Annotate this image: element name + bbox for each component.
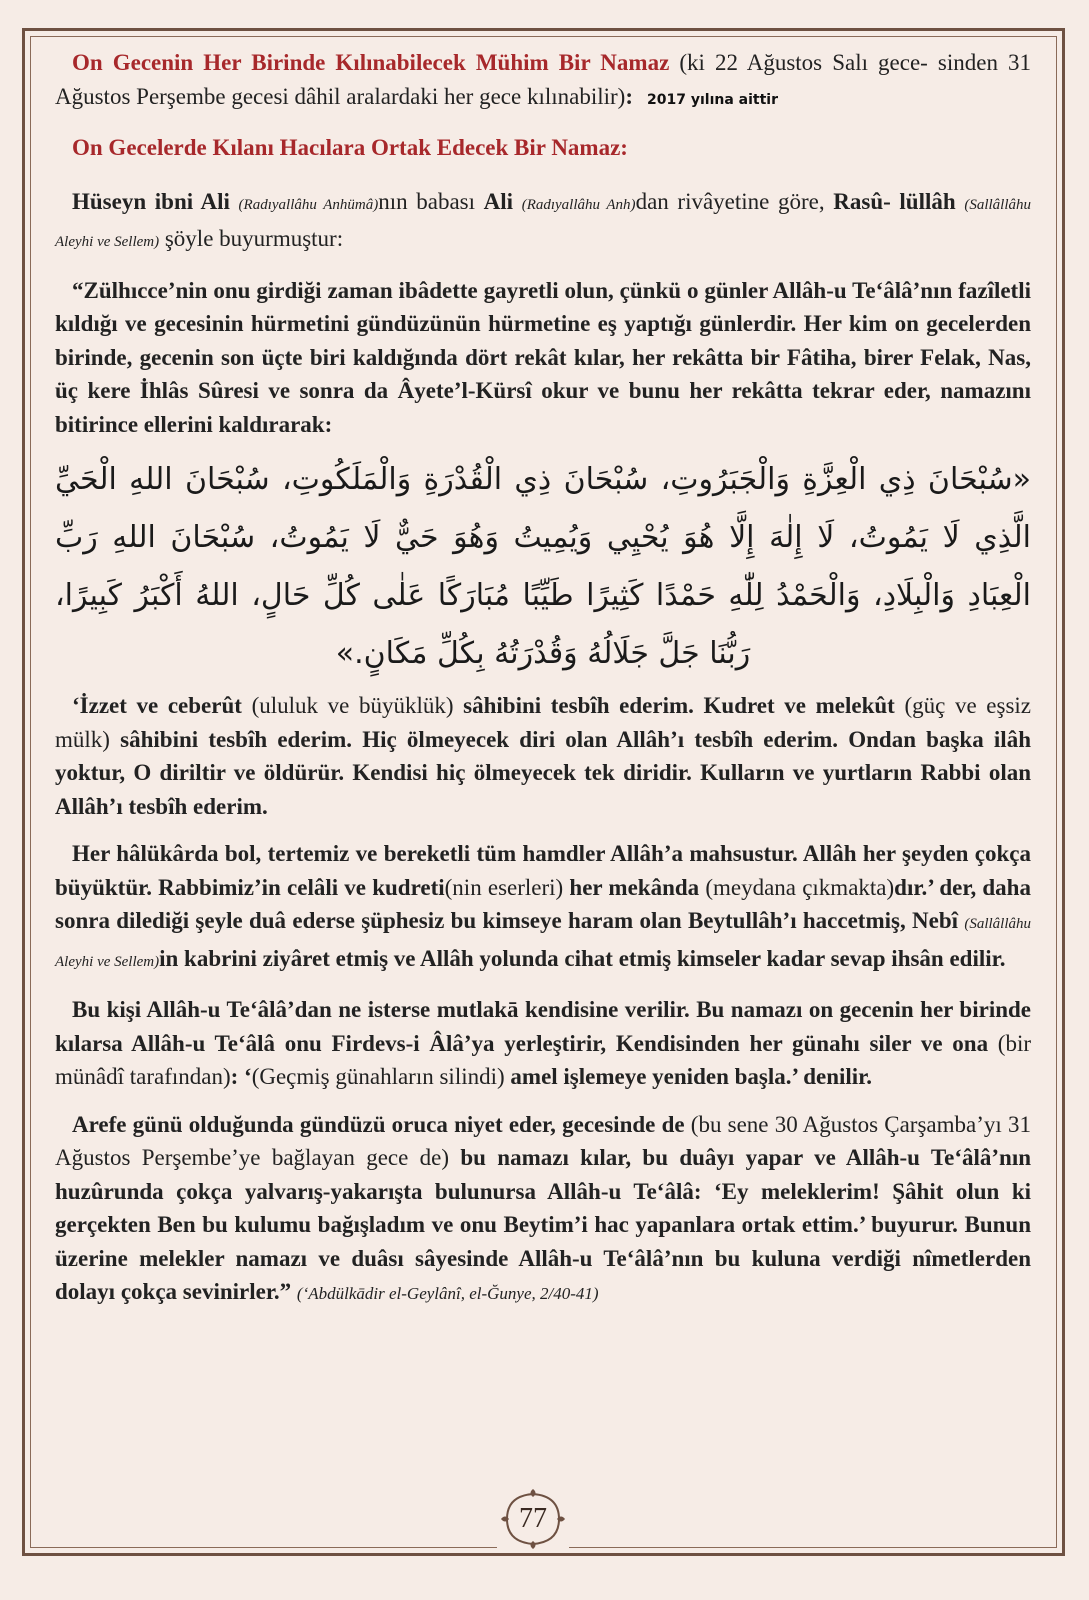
- section-title: [55, 46, 1031, 117]
- p3-b: (bir münâdî tarafından): [55, 1030, 1031, 1089]
- p2-e: dır.’ der, daha sonra dilediği şeyle duâ ederse şüphesiz bu kimseye haram olan Beytullâh’ı haccetmiş, Nebî: [55, 874, 1031, 933]
- intro-text-1: nın babası: [378, 188, 484, 214]
- intro-text-2: dan rivâyetine göre,: [635, 188, 834, 214]
- intro-paragraph: [55, 185, 1031, 260]
- page-number: [497, 1488, 569, 1550]
- p2-honorific: (Sallâllâhu Aleyhi ve Sellem): [55, 916, 1031, 970]
- section-subtitle: On Gecelerde Kılanı Hacılara Ortak Edecek Bir Namaz:: [72, 135, 628, 160]
- p4-c: bu namazı kılar, bu duâyı yapar ve Allâh-u Te‘âlâ’nın huzûrunda çokça yalvarış-yakarışta bulunursa Allâh-u Te‘âlâ: ‘Ey meleklerim! Şâhit olun ki gerçekten Ben bu kulumu bağışladım ve onu Beytim’i hac yapanlara ortak ettim.’ buyurur. Bunun üzerine melekler namazı ve duâsı sâyesinde Allâh-u Te‘âlâ’nın bu kuluna verdiği nîmetlerden dolayı çokça sevinirler.”: [55, 1145, 1032, 1304]
- honorific-2: (Radıyallâhu Anh): [521, 196, 636, 213]
- p1-c: sâhibini tesbîh ederim. Kudret ve melekût: [463, 693, 905, 718]
- arabic-line-3: الْعِبَادِ وَالْبِلَادِ، وَالْحَمْدُ لِلّٰهِ حَمْدًا كَثِيرًا طَيِّبًا مُبَارَكًا عَلٰى كُلِّ حَالٍ، اللهُ أَكْبَرُ كَبِيرًا،: [55, 578, 1031, 613]
- intro-name-rasul-a: Rasû-: [833, 188, 891, 214]
- intro-text-3: şöyle buyurmuştur:: [159, 226, 344, 251]
- p3-a: Bu kişi Allâh-u Te‘âlâ’dan ne isterse mutlakā kendisine verilir. Bu namazı on gecenin her birinde kılarsa Allâh-u Te‘âlâ onu Firdevs-i Âlâ’ya yerleştirir, Kendisinden her günahı siler ve ona: [55, 997, 1031, 1056]
- intro-name-huseyn: Hüseyn ibni Ali: [72, 188, 230, 214]
- title-rest-1: (ki 22 Ağustos Salı gece-: [669, 50, 928, 75]
- p3-d: (Geçmiş günahların silindi): [251, 1064, 511, 1089]
- p4-b: (bu sene 30 Ağustos Çarşamba’yı 31 Ağustos Perşembe’ye bağlayan gece de): [55, 1111, 1031, 1170]
- honorific-1: (Radıyallâhu Anhümâ): [238, 196, 379, 213]
- p2-c: her mekânda: [569, 874, 706, 900]
- p2-a: Her hâlükârda bol, tertemiz ve bereketli tüm hamdler Allâh’a mahsustur. Allâh her şeyden çokça büyüktür. Rabbimiz’in celâli ve kudreti: [55, 841, 1031, 900]
- p3-c: : ‘: [230, 1064, 252, 1089]
- title-bold: On Gecenin Her Birinde Kılınabilecek Mühim Bir Namaz: [72, 50, 670, 75]
- p1-e: sâhibini tesbîh ederim. Hiç ölmeyecek diri olan Allâh’ı tesbîh ederim. Ondan başka ilâh yoktur, O diriltir ve öldürür. Kendisi hiç ölmeyecek tek diridir. Kulların ve yurtların Rabbi olan Allâh’ı tesbîh ederim.: [55, 726, 1031, 819]
- intro-name-rasul-b: lüllâh: [899, 188, 956, 214]
- translation-paragraph-3: [55, 993, 1031, 1094]
- title-rest-2: sinden 31 Ağustos Perşembe gecesi dâhil aralardaki her gece kılınabilir): [55, 50, 1031, 109]
- page-number-text: 77: [519, 1503, 547, 1534]
- arabic-prayer: [55, 451, 1031, 683]
- p2-d: (meydana çıkmakta): [705, 874, 895, 900]
- page-content: [55, 46, 1031, 1311]
- arabic-line-2: الَّذِي لَا يَمُوتُ، لَا إِلٰهَ إِلَّا هُوَ يُحْيِي وَيُمِيتُ وَهُوَ حَيٌّ لَا يَمُوتُ، سُبْحَانَ اللهِ رَبِّ: [55, 520, 1031, 555]
- p1-d: (güç ve eşsiz mülk): [55, 693, 1031, 752]
- intro-name-ali: Ali: [483, 188, 514, 214]
- title-colon: :: [625, 83, 633, 109]
- translation-paragraph-4: [55, 1108, 1031, 1311]
- arabic-line-1: «سُبْحَانَ ذِي الْعِزَّةِ وَالْجَبَرُوتِ، سُبْحَانَ ذِي الْقُدْرَةِ وَالْمَلَكُوتِ، سُبْحَانَ اللهِ الْحَيِّ: [55, 462, 1031, 497]
- source-citation: (‘Abdülkādir el-Geylânî, el-Ğunye, 2/40-41): [296, 1284, 599, 1303]
- honorific-3: (Sallâllâhu Aleyhi ve Sellem): [55, 196, 1031, 250]
- hadith-quote: “Zülhıcce’nin onu girdiği zaman ibâdette gayretli olun, çünkü o günler Allâh-u Te‘âlâ’nın fazîletli kıldığı ve gecesinin hürmetini gündüzünün hürmetine eş yaptığı günlerdir. Her kim on gecelerden birinde, gecenin son üçte biri kaldığında dört rekât kılar, her rekâtta bir Fâtiha, birer Felak, Nas, üç kere İhlâs Sûresi ve sonra da Âyete’l-Kürsî okur ve bunu her rekâtta tekrar eder, namazını bitirince ellerini kaldırarak:: [55, 277, 1031, 437]
- p2-b: (nin eserleri): [444, 874, 570, 900]
- p3-e: amel işlemeye yeniden başla.’ denilir.: [510, 1064, 873, 1089]
- p4-a: Arefe günü olduğunda gündüzü oruca niyet eder, gecesinde de: [72, 1111, 691, 1137]
- p2-g: in kabrini ziyâret etmiş ve Allâh yolunda cihat etmiş kimseler kadar sevap ihsân edilir.: [159, 945, 1006, 971]
- p1-b: (ululuk ve büyüklük): [251, 693, 464, 718]
- p1-a: ‘İzzet ve ceberût: [72, 693, 252, 718]
- arabic-line-4: رَبُّنَا جَلَّ جَلَالُهُ وَقُدْرَتُهُ بِكُلِّ مَكَانٍ.»: [335, 636, 751, 671]
- year-tag: 2017 yılına aittir: [647, 91, 778, 108]
- translation-paragraph-1: [55, 689, 1031, 823]
- translation-paragraph-2: [55, 837, 1031, 979]
